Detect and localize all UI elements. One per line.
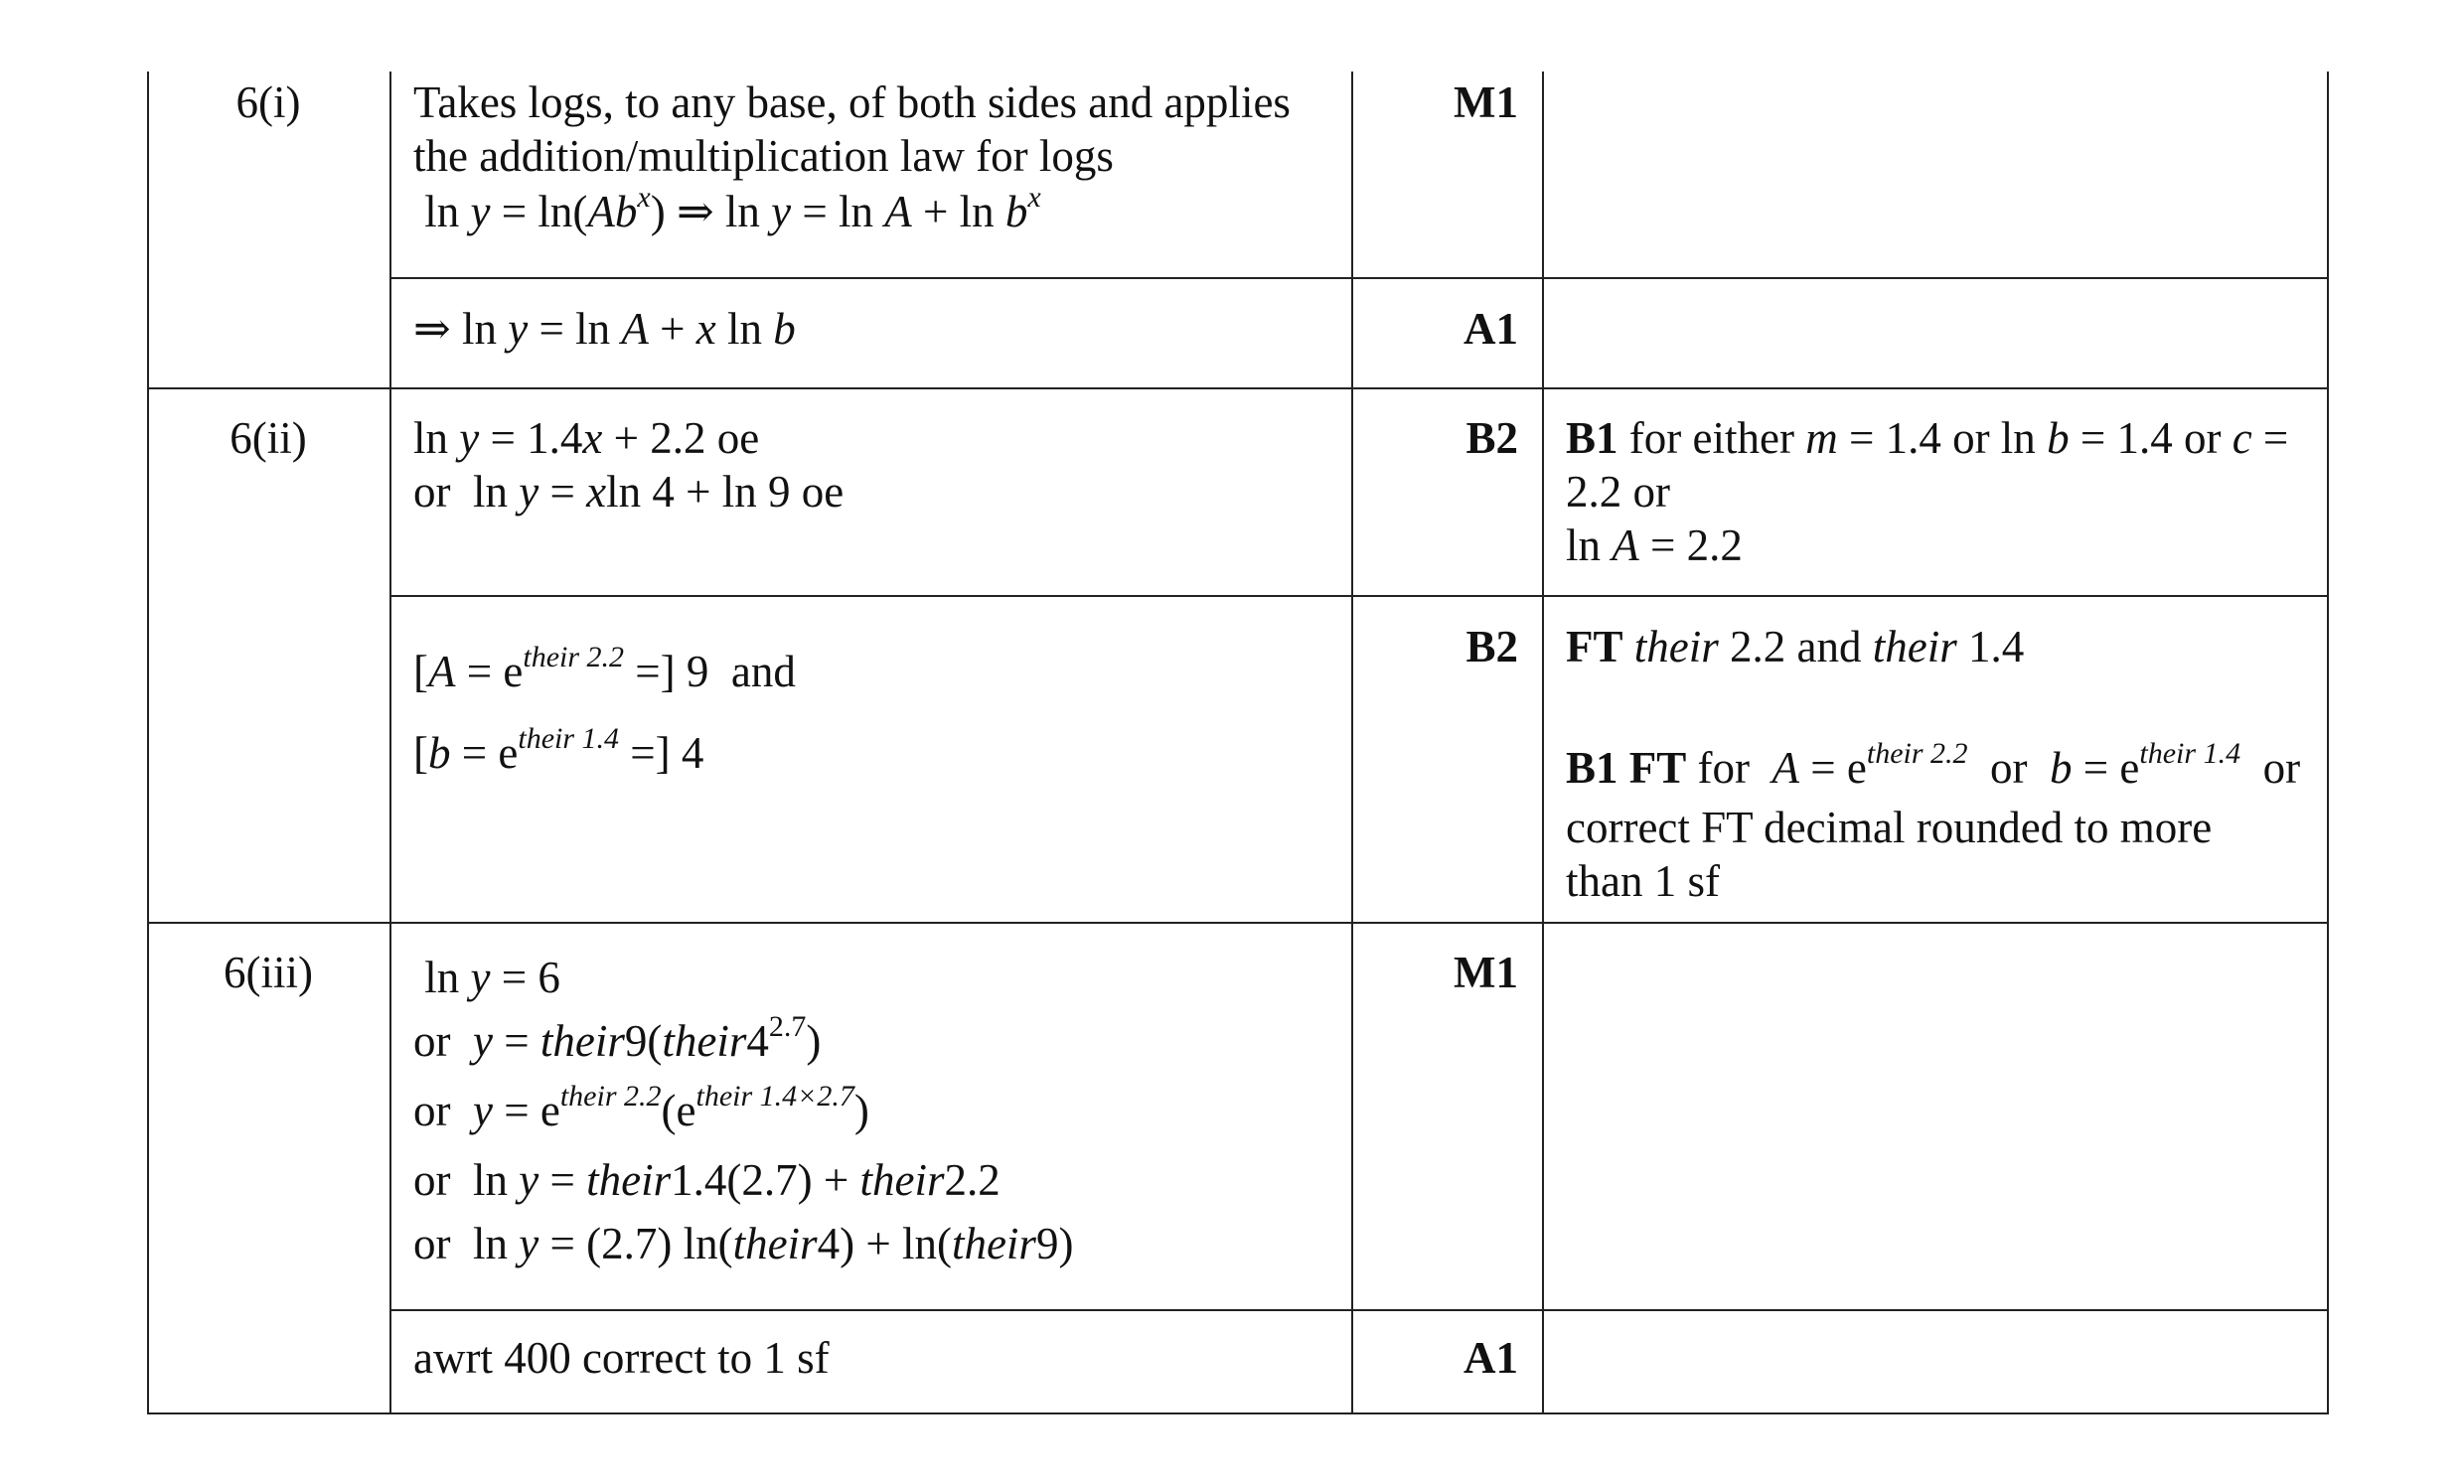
guidance-line: 2.2 or [1566, 467, 1670, 517]
outer-border-left [147, 72, 149, 1414]
answer-formula: [$b = e^{their 1.4}$ =] 4 [413, 722, 704, 778]
question-number-text: 6(i) [235, 77, 301, 127]
answer-cell [413, 75, 1337, 244]
question-number [147, 75, 389, 129]
mark-cell [1353, 75, 1518, 129]
question-number-text: 6(iii) [224, 948, 313, 997]
mark-code: M1 [1454, 77, 1518, 127]
mark-code: A1 [1463, 304, 1518, 354]
guidance-cell [1566, 620, 2321, 908]
answer-formula: or ln y = xln 4 + ln 9 oe [413, 467, 845, 517]
guidance-line: FT their 2.2 and their 1.4 [1566, 622, 2025, 671]
answer-cell [413, 1331, 1337, 1385]
mark-cell [1353, 620, 1518, 673]
part-divider [389, 1309, 2329, 1311]
answer-line: the addition/multiplication law for logs [413, 131, 1114, 181]
row-divider [147, 922, 2329, 924]
guidance-cell [1566, 411, 2321, 572]
guidance-line: correct FT decimal rounded to more [1566, 803, 2213, 852]
answer-line: Takes logs, to any base, of both sides and applies [413, 77, 1291, 127]
mark-code: B2 [1465, 413, 1518, 463]
answer-formula: [$A = e^{their 2.2}$ =] 9 and [413, 641, 796, 696]
part-divider [389, 595, 2329, 597]
question-number-text: 6(ii) [230, 413, 307, 463]
mark-scheme-table [147, 72, 2329, 1414]
bottom-border [147, 1412, 2329, 1414]
answer-formula: or ln y = (2.7) ln(their4) + ln(their9) [413, 1219, 1074, 1268]
mark-cell [1353, 1331, 1518, 1385]
answer-cell [413, 946, 1337, 1275]
answer-formula: or $y = their9(their4^{2.7})$ [413, 1010, 822, 1066]
mark-cell [1353, 946, 1518, 999]
guidance-line: B1 FT for $A = e^{their 2.2}$ or $b = e^{their 1.4}$ or [1566, 737, 2301, 793]
row-divider [147, 387, 2329, 389]
answer-formula: ln y = 6 [413, 953, 560, 1002]
mark-code: B2 [1465, 622, 1518, 671]
mark-code: M1 [1454, 948, 1518, 997]
part-divider [389, 277, 2329, 279]
answer-formula: or $y = e^{their 2.2}(e^{their 1.4\times 2.7})$ [413, 1080, 869, 1135]
answer-formula: or ln y = their1.4(2.7) + their2.2 [413, 1155, 1001, 1205]
answer-cell [413, 634, 1337, 797]
question-number [147, 946, 389, 999]
guidance-line: B1 for either m = 1.4 or ln b = 1.4 or c = [1566, 413, 2289, 463]
mark-cell [1353, 302, 1518, 356]
mark-code: A1 [1463, 1333, 1518, 1383]
answer-line: awrt 400 correct to 1 sf [413, 1333, 830, 1383]
answer-formula: $\ln y = \ln(Ab^x)$ ⇒ $\ln y = \ln A + \ln b^x$ [413, 181, 1041, 236]
guidance-line: than 1 sf [1566, 856, 1720, 906]
column-divider-marks [1542, 72, 1544, 1414]
guidance-line: ln A = 2.2 [1566, 520, 1743, 570]
question-number [147, 411, 389, 465]
column-divider-answer [1351, 72, 1353, 1414]
answer-cell [413, 411, 1337, 519]
answer-formula: ⇒ ln y = ln A + x ln b [413, 304, 796, 354]
column-divider-question [389, 72, 391, 1414]
answer-formula: ln y = 1.4x + 2.2 oe [413, 413, 760, 463]
mark-cell [1353, 411, 1518, 465]
outer-border-right [2327, 72, 2329, 1414]
answer-cell [413, 302, 1337, 356]
